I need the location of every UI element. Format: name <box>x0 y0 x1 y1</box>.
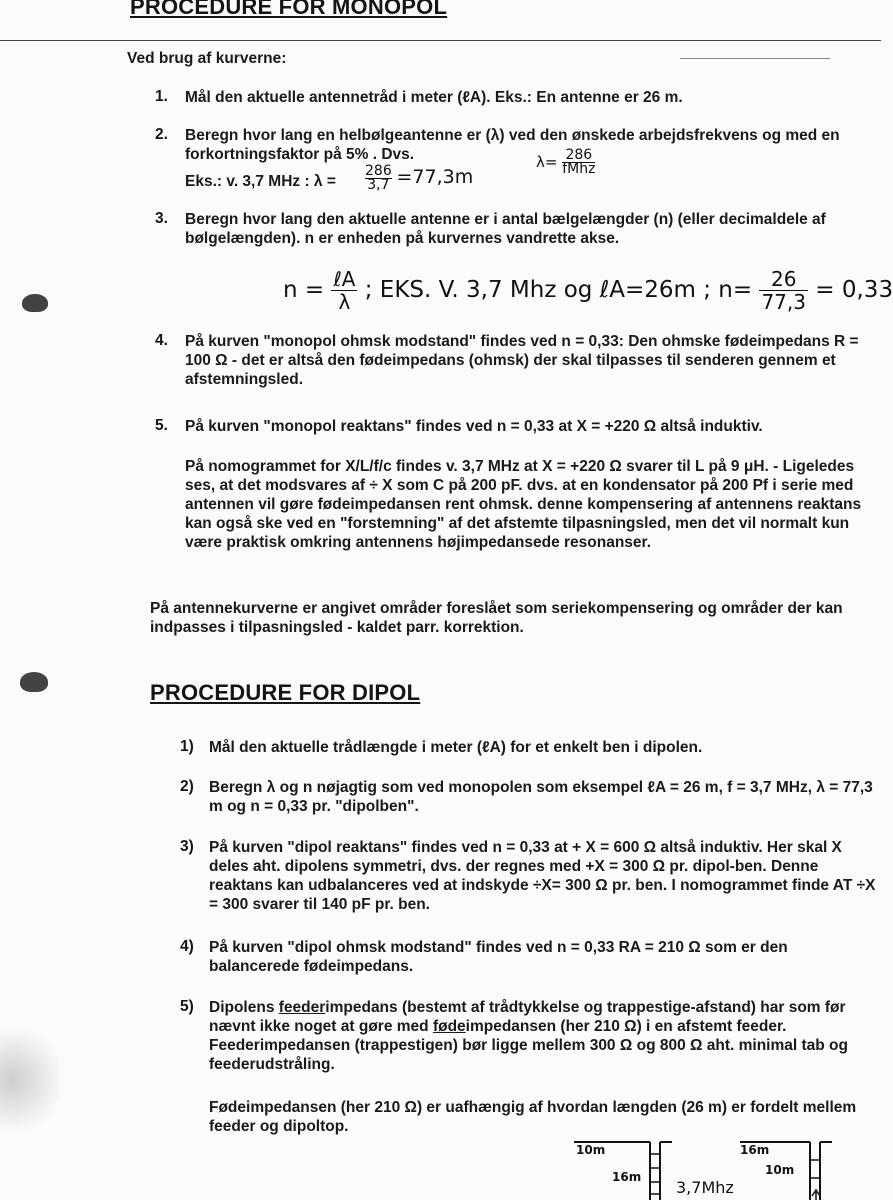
mono-item-2-number: 2. <box>155 126 168 143</box>
dipol-item-5-number: 5) <box>180 998 194 1015</box>
n-numerator-2: 26 <box>759 268 808 291</box>
eks-formula <box>365 165 473 192</box>
lambda-numerator: 286 <box>562 149 595 163</box>
n-lhs: n = <box>283 277 325 303</box>
n-denominator-2: 77,3 <box>761 290 806 314</box>
dipol-item-4-text: På kurven "dipol ohmsk modstand" findes ved n = 0,33 RA = 210 Ω som er den balancerede fødeimpedans. <box>209 939 788 975</box>
mono-item-5-text: På kurven "monopol reaktans" findes ved n = 0,33 at X = +220 Ω altså induktiv. <box>185 418 763 435</box>
scan-smudge <box>0 1020 60 1140</box>
mono-item-1-text: Mål den aktuelle antennetråd i meter (ℓA). Eks.: En antenne er 26 m. <box>185 89 683 106</box>
eks-fraction <box>365 165 392 192</box>
n-fraction <box>331 268 357 313</box>
top-rule <box>0 40 881 41</box>
mono-item-3-text: Beregn hvor lang den aktuelle antenne er i antal bælgelængder (n) (eller decimaldele af bølgelængden). n er enheden på kurvernes vandrette akse. <box>185 211 826 247</box>
lambda-fraction <box>562 149 595 176</box>
margin-rule <box>680 58 830 59</box>
lambda-eq: λ= <box>536 153 558 171</box>
dipol-item-5-text <box>209 998 877 1074</box>
mono-item-1-number: 1. <box>155 88 168 105</box>
mono-item-4-text: På kurven "monopol ohmsk modstand" findes ved n = 0,33: Den ohmske fødeimpedans R = 100 Ω - det er altså den fødeimpedans (ohmsk) der skal tilpasses til senderen gennem et afstemningsled. <box>185 333 859 388</box>
dipol-item-2-number: 2) <box>180 778 194 795</box>
dipol-item-5-mid: impedans (bestemt af trådtykkelse og trappestige-afstand) har som før nævnt ikke noget at gøre med <box>209 999 846 1035</box>
n-result: = 0,33 <box>815 277 893 303</box>
lambda-denominator: fMhz <box>562 161 596 177</box>
dipol-item-3-text: På kurven "dipol reaktans" findes ved n = 0,33 at + X = 600 Ω altså induktiv. Her skal X deles aht. dipolens symmetri, dvs. der regnes med +X = 300 Ω pr. dipol-ben. Denne reaktans kan udbalanceres ved at indskyde ÷X= 300 Ω pr. ben. I nomogrammet finde AT ÷X = 300 svarer til 140 pF pr. ben. <box>209 839 876 913</box>
mono-item-5-number: 5. <box>155 417 168 434</box>
dipol-outro-paragraph: Fødeimpedansen (her 210 Ω) er uafhængig af hvordan længden (26 m) er fordelt mellem feeder og dipoltop. <box>209 1099 857 1135</box>
sketch-arrow <box>812 1190 820 1200</box>
eks-numerator: 286 <box>365 163 392 179</box>
dipol-item-2-text: Beregn λ og n nøjagtig som ved monopolen som eksempel ℓA = 26 m, f = 3,7 MHz, λ = 77,3 m og n = 0,33 pr. "dipolben". <box>209 779 873 815</box>
dipol-item-5-underline-fode: føde <box>432 1018 466 1035</box>
punch-hole-top <box>22 294 48 312</box>
n-formula <box>283 268 893 313</box>
mono-item-2-text: Beregn hvor lang en helbølgeantenne er (λ) ved den ønskede arbejdsfrekvens og med en forkortningsfaktor på 5% . Dvs. <box>185 127 840 163</box>
sketch-label-d: 10m <box>765 1163 795 1177</box>
punch-hole-bottom <box>20 672 48 692</box>
dipol-item-1-number: 1) <box>180 738 194 755</box>
dipol-item-4-number: 4) <box>180 938 194 955</box>
intro-text: Ved brug af kurverne: <box>127 50 287 67</box>
sketch-label-b: 16m <box>612 1170 642 1184</box>
mono-item-3-number: 3. <box>155 210 168 227</box>
eks-denominator: 3,7 <box>367 177 390 193</box>
monopol-heading: PROCEDURE FOR MONOPOL <box>130 0 448 19</box>
n-fraction-2 <box>759 268 808 313</box>
dipol-item-3-number: 3) <box>180 838 194 855</box>
mono-outro-paragraph: På antennekurverne er angivet områder foreslået som seriekompensering og områder der kan indpasses i tilpasningsled - kaldet parr. korrektion. <box>150 600 843 636</box>
lambda-formula <box>536 149 595 176</box>
dipol-item-5-underline-feeder: feeder <box>278 999 326 1016</box>
dipol-heading: PROCEDURE FOR DIPOL <box>150 680 421 705</box>
mono-nomogram-paragraph: På nomogrammet for X/L/f/c findes v. 3,7 MHz at X = +220 Ω svarer til L på 9 μH. - Ligeledes ses, at det modsvares af ÷ X som C på 200 pF. dvs. at en kondensator på 200 Pf i serie med antennen vil gøre fødeimpedansen rent ohmsk. denne kompensering af antennens reaktans kan også ske ved en "forstemning" af det afstemte tilpasningsled, men det vil normalt kun være praktisk omkring antennens højimpedansede resonanser. <box>185 458 862 551</box>
sketch-label-c: 16m <box>740 1143 770 1157</box>
sketch-label-a: 10m <box>576 1143 606 1157</box>
n-middle: ; EKS. V. 3,7 Mhz og ℓA=26m ; n= <box>364 277 753 303</box>
mono-item-2-example: Eks.: v. 3,7 MHz : λ = <box>185 173 336 190</box>
dipol-item-5-pre: Dipolens <box>209 999 279 1016</box>
sketch-label-f: 3,7Mhz <box>676 1178 734 1197</box>
dipol-item-5-post: impedansen (her 210 Ω) i en afstemt feeder. Feederimpedansen (trappestigen) bør ligge mellem 300 Ω og 800 Ω aht. minimal tab og feederudstråling. <box>209 1018 848 1073</box>
dipol-item-1-text: Mål den aktuelle trådlængde i meter (ℓA) for et enkelt ben i dipolen. <box>209 739 703 756</box>
eks-result: =77,3m <box>396 166 474 188</box>
n-denominator: λ <box>338 290 351 314</box>
mono-item-4-number: 4. <box>155 332 168 349</box>
n-numerator: ℓA <box>333 267 356 291</box>
